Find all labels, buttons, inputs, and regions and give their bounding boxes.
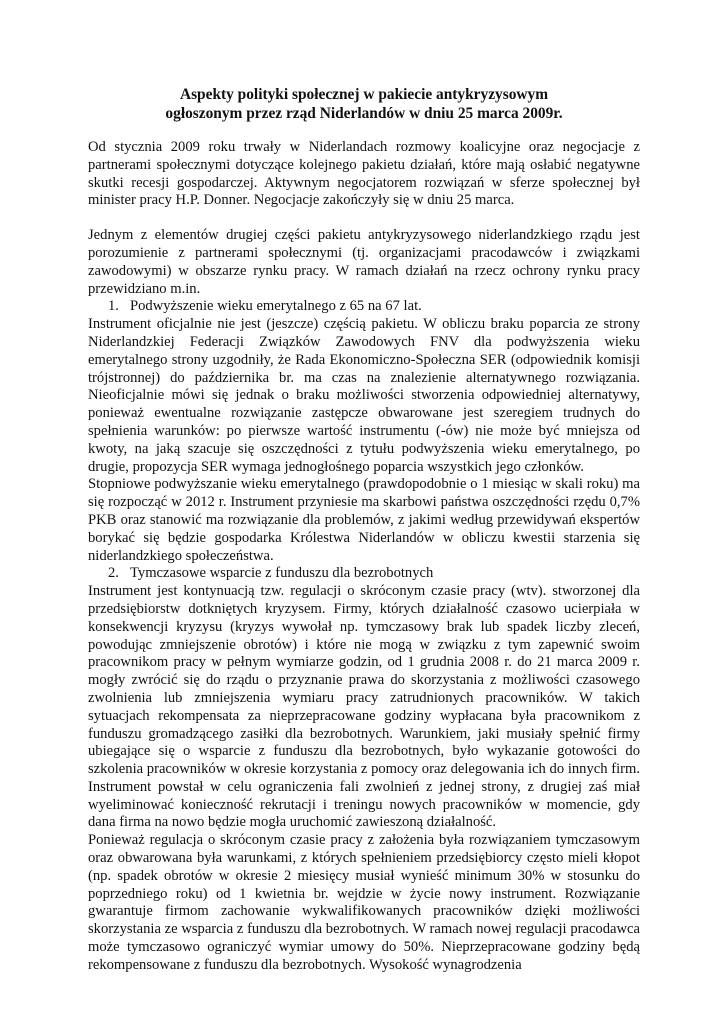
list-item-2-text: Tymczasowe wsparcie z funduszu dla bezrobotnych xyxy=(130,565,434,582)
item1-paragraph-2: Stopniowe podwyższanie wieku emerytalnego (prawdopodobnie o 1 miesiąc w skali roku) ma się rozpocząć w 2012 r. Instrument przyniesie ma skarbowi państwa oszczędności rzędu 0,7% PKB oraz stanowić ma rozwiązanie dla problemów, z jakimi według przewidywań ekspertów borykać się będzie gospodarka Królestwa Niderlandów w obliczu kwestii starzenia się niderlandzkiego społeczeństwa. xyxy=(88,476,640,564)
list-item-2 xyxy=(88,565,640,583)
title-line-2: ogłoszonym przez rząd Niderlandów w dniu 25 marca 2009r. xyxy=(165,105,563,122)
item1-paragraph-1: Instrument oficjalnie nie jest (jeszcze) częścią pakietu. W obliczu braku poparcia ze strony Niderlandzkiej Federacji Związków Zawodowych FNV dla podwyższenia wieku emerytalnego strony uzgodniły, że Rada Ekonomiczno-Społeczna SER (odpowiednik komisji trójstronnej) do października br. ma czas na znalezienie alternatywnego rozwiązania. Nieoficjalnie mówi się jednak o braku możliwości stworzenia odpowiedniej alternatywy, ponieważ ewentualne rozwiązanie zastępcze obwarowane jest szeregiem trudnych do spełnienia warunków: po pierwsze wartość instrumentu (-ów) nie może być mniejsza od kwoty, na jaką szacuje się oszczędności z tytułu podwyższenia wieku emerytalnego, po drugie, propozycja SER wymaga jednogłośnego poparcia wszystkich jego członków. xyxy=(88,316,640,475)
list-item-1-text: Podwyższenie wieku emerytalnego z 65 na 67 lat. xyxy=(130,298,422,315)
list-item-1-number: 1. xyxy=(108,298,119,315)
item2-paragraph-1: Instrument jest kontynuacją tzw. regulacji o skróconym czasie pracy (wtv). stworzonej dla przedsiębiorstw dotkniętych kryzysem. Firmy, których działalność czasowo ucierpiała w konsekwencji kryzysu (kryzys wywołał np. tymczasowy brak lub spadek liczby zleceń, powodując zmniejszenie obrotów) i które nie mogą w związku z tym zapewnić swoim pracownikom pracy w pełnym wymiarze godzin, od 1 grudnia 2008 r. do 21 marca 2009 r. mogły zwrócić się do rządu o przyznanie prawa do skorzystania z możliwości czasowego zwolnienia lub zmniejszenia wymiaru pracy zatrudnionych pracowników. W takich sytuacjach rekompensata za nieprzepracowane godziny wypłacana była pracownikom z funduszu gromadzącego zasiłki dla bezrobotnych. Warunkiem, jaki musiały spełnić firmy ubiegające się o wsparcie z funduszu dla bezrobotnych, było wykazanie gotowości do szkolenia pracowników w okresie korzystania z pomocy oraz delegowania ich do innych firm. Instrument powstał w celu ograniczenia fali zwolnień z jednej strony, z drugiej zaś miał wyeliminować konieczność rekrutacji i treningu nowych pracowników w momencie, gdy dana firma na nowo będzie mogła uruchomić zawieszoną działalność. xyxy=(88,583,640,831)
list-item-1 xyxy=(88,298,640,316)
intro-paragraph: Od stycznia 2009 roku trwały w Niderlandach rozmowy koalicyjne oraz negocjacje z partnerami społecznymi dotyczące kolejnego pakietu działań, które mają osłabić negatywne skutki recesji gospodarczej. Aktywnym negocjatorem rozwiązań w sferze społecznej był minister pracy H.P. Donner. Negocjacje zakończyły się w dniu 25 marca. xyxy=(88,139,640,209)
item2-paragraph-2: Ponieważ regulacja o skróconym czasie pracy z założenia była rozwiązaniem tymczasowym oraz obwarowana była warunkami, z których spełnieniem przedsiębiorcy często mieli kłopot (np. spadek obrotów w okresie 2 miesięcy musiał wynieść minimum 30% w stosunku do poprzedniego roku) od 1 kwietnia br. wejdzie w życie nowy instrument. Rozwiązanie gwarantuje firmom zachowanie wykwalifikowanych pracowników dzięki możliwości skorzystania ze wsparcia z funduszu dla bezrobotnych. W ramach nowej regulacji pracodawca może tymczasowo ograniczyć wymiar umowy do 50%. Nieprzepracowane godziny będą rekompensowane z funduszu dla bezrobotnych. Wysokość wynagrodzenia xyxy=(88,832,640,973)
document-page xyxy=(88,85,640,975)
document-title xyxy=(88,85,640,123)
title-line-1: Aspekty polityki społecznej w pakiecie antykryzysowym xyxy=(179,86,549,103)
list-item-2-number: 2. xyxy=(108,565,119,582)
measures-paragraph: Jednym z elementów drugiej części pakietu antykryzysowego niderlandzkiego rządu jest porozumienie z partnerami społecznymi (tj. organizacjami pracodawców i związkami zawodowymi) w obszarze rynku pracy. W ramach działań na rzecz ochrony rynku pracy przewidziano m.in. xyxy=(88,227,640,297)
